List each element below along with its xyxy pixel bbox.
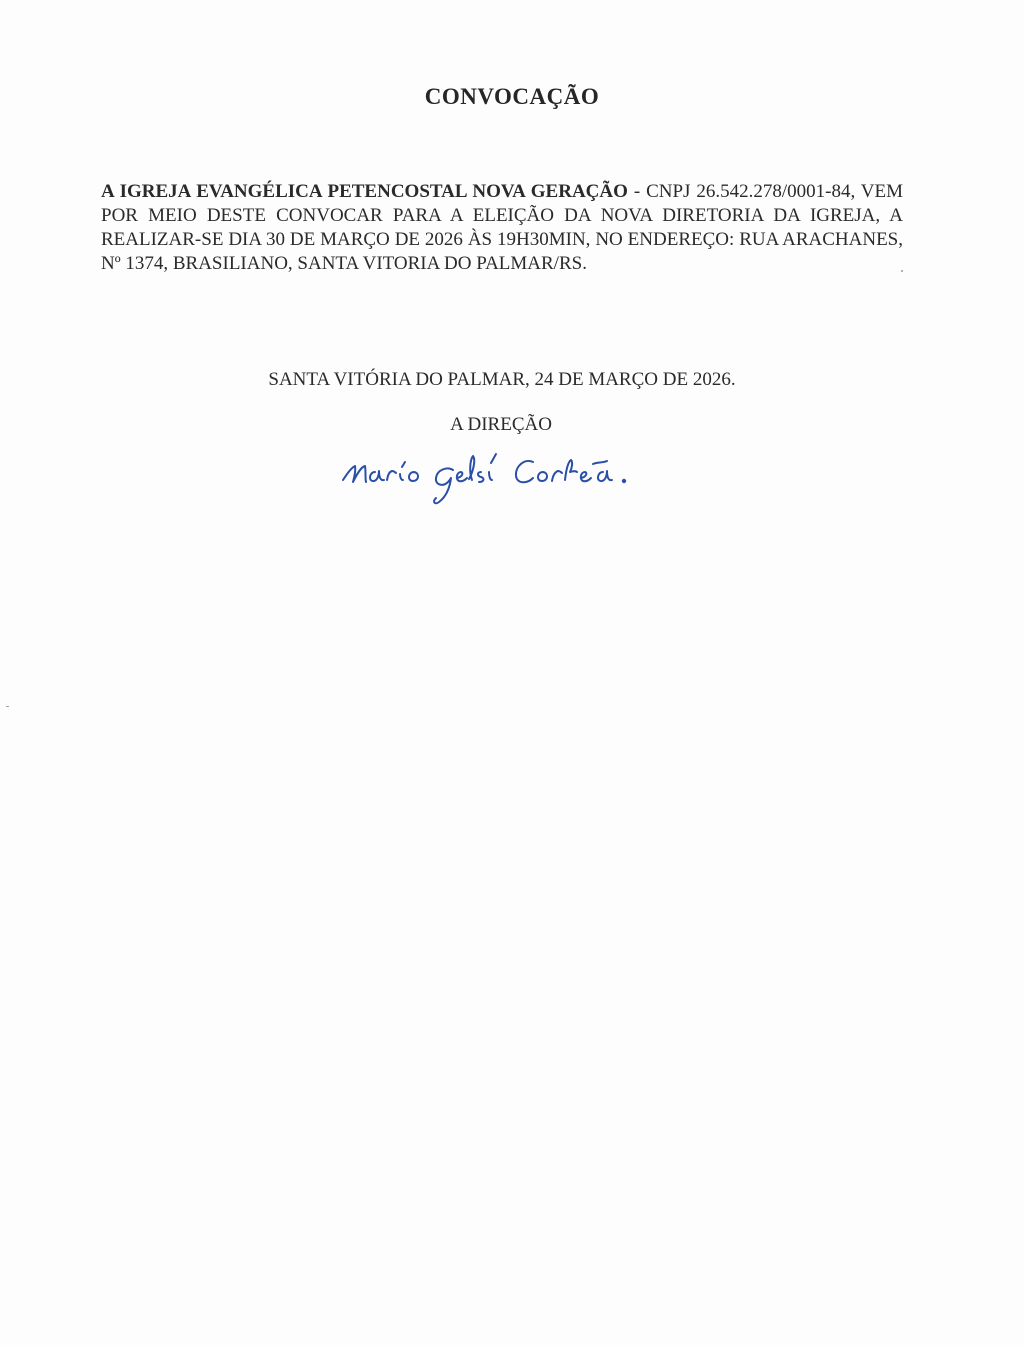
convocation-details: - CNPJ 26.542.278/0001-84, VEM POR MEIO DESTE CONVOCAR PARA A ELEIÇÃO DA NOVA DIRETORIA DA IGREJA, A REALIZAR-SE DIA 30 DE MARÇO DE 2026 ÀS 19H30MIN, NO ENDEREÇO: RUA ARACHANES, Nº 1374, BRASILIANO, SANTA VITORIA DO PALMAR/RS. (101, 181, 904, 274)
place-date-line: SANTA VITÓRIA DO PALMAR, 24 DE MARÇO DE 2026. (268, 369, 736, 390)
document-title: CONVOCAÇÃO (424, 84, 600, 109)
handwritten-signature (335, 438, 680, 510)
scan-speck (6, 706, 9, 707)
scan-speck (901, 270, 903, 272)
signatory-label: A DIREÇÃO (450, 414, 552, 435)
convocation-paragraph (101, 180, 903, 276)
church-name: A IGREJA EVANGÉLICA PETENCOSTAL NOVA GERAÇÃO (101, 181, 628, 202)
